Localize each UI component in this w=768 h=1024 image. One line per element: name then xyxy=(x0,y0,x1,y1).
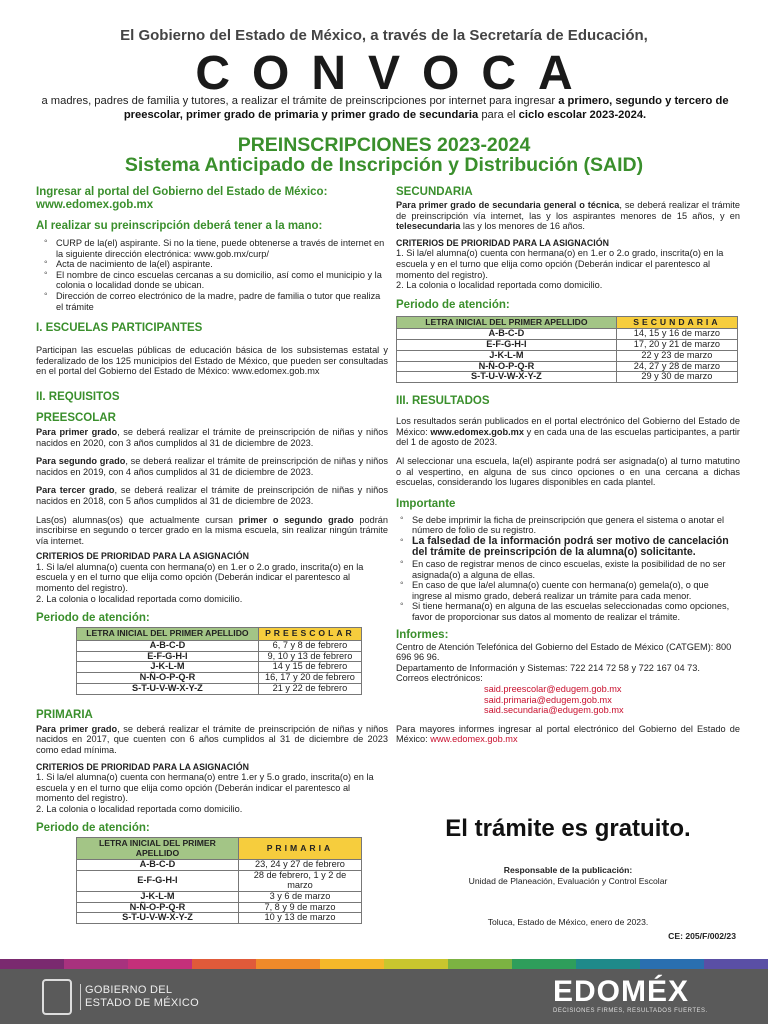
stripe-segment xyxy=(704,959,768,969)
primaria-table xyxy=(76,837,362,924)
informes-heading: Informes: xyxy=(396,628,449,641)
mayores-info: Para mayores informes ingresar al portal electrónico del Gobierno del Estado de México: www.edomex.gob.mx xyxy=(396,723,740,745)
email-link[interactable]: said.preescolar@edugem.gob.mx xyxy=(484,683,622,694)
list-item: ◦ Acta de nacimiento de la(el) aspirante. xyxy=(44,259,388,270)
col-primaria: PRIMARIA xyxy=(238,838,361,860)
stripe-segment xyxy=(512,959,576,969)
informes-dept: Departamento de Información y Sistemas: 722 214 72 58 y 722 167 04 73. xyxy=(396,662,700,673)
col-preescolar: PREESCOLAR xyxy=(258,628,361,641)
main-subtitle: Sistema Anticipado de Inscripción y Distribución (SAID) xyxy=(124,154,644,176)
stripe-segment xyxy=(384,959,448,969)
stripe-segment xyxy=(576,959,640,969)
table-row: S-T-U-V-W-X-Y-Z 21 y 22 de febrero xyxy=(77,683,362,694)
section-escuelas: I. ESCUELAS PARTICIPANTES xyxy=(36,322,203,335)
table-row: J-K-L-M 22 y 23 de marzo xyxy=(397,350,738,361)
sec-crit2: 2. La colonia o localidad reportada como domicilio. xyxy=(396,280,603,291)
col-secundaria: SECUNDARIA xyxy=(616,316,737,329)
toluca-date: Toluca, Estado de México, enero de 2023. xyxy=(487,917,649,927)
gratuito-banner: El trámite es gratuito. xyxy=(445,815,691,842)
table-row: E-F-G-H-I 28 de febrero, 1 y 2 de marzo xyxy=(77,871,362,892)
stripe-segment xyxy=(640,959,704,969)
table-row: N-Ñ-O-P-Q-R 16, 17 y 20 de febrero xyxy=(77,673,362,684)
footer xyxy=(0,969,768,1024)
table-row: N-Ñ-O-P-Q-R 24, 27 y 28 de marzo xyxy=(397,361,738,372)
stripe-segment xyxy=(64,959,128,969)
col-letra: LETRA INICIAL DEL PRIMER APELLIDO xyxy=(397,316,617,329)
edomex-slogan: DECISIONES FIRMES, RESULTADOS FUERTES. xyxy=(553,1008,708,1014)
gobierno-logo-text: GOBIERNO DEL ESTADO DE MÉXICO xyxy=(80,984,199,1010)
pri-crit1: 1. Si la/el alumna(o) cuenta con hermana(o) entre 1.er y 5.o grado, inscrita(o) en la escuela y en el turno que elija como opción (Deberán indicar el parentesco al momento del registro). xyxy=(36,772,374,804)
email-link[interactable]: said.secundaria@edugem.gob.mx xyxy=(484,705,624,716)
table-row: J-K-L-M 14 y 15 de febrero xyxy=(77,662,362,673)
header-line: El Gobierno del Estado de México, a través de la Secretaría de Educación, xyxy=(120,27,648,44)
secundaria-table xyxy=(396,316,738,383)
crit-title: CRITERIOS DE PRIORIDAD PARA LA ASIGNACIÓN xyxy=(396,237,609,248)
stripe-segment xyxy=(0,959,64,969)
escuelas-text: Participan las escuelas públicas de educación básica de los subsistemas estatal y federalizado de los 125 municipios del Estado de México, que pueden ser consultadas en el portal del Gobierno del Estado de México: www.edomex.gob.mx xyxy=(36,345,388,377)
list-item: ◦ La falsedad de la información podrá ser motivo de cancelación del trámite de preinscripción de la alumna(o) solicitante. xyxy=(400,536,740,559)
intro-text: a madres, padres de familia y tutores, a realizar el trámite de preinscripciones por internet para ingresar a primero, segundo y tercero de preescolar, primer grado de primaria y primer grado de secundaria para el ciclo escolar 2023-2024. xyxy=(41,95,729,121)
secundaria-heading: SECUNDARIA xyxy=(396,186,473,198)
mano-heading: Al realizar su preinscripción deberá tener a la mano: xyxy=(36,220,323,232)
crit-title: CRITERIOS DE PRIORIDAD PARA LA ASIGNACIÓN xyxy=(36,761,249,772)
informes-catgem: Centro de Atención Telefónica del Gobierno del Estado de México (CATGEM): 800 696 96 96. xyxy=(396,641,732,663)
col-letra: LETRA INICIAL DEL PRIMER APELLIDO xyxy=(77,628,259,641)
list-item: ◦ En caso de que la/el alumna(o) cuente con hermana(o) gemela(o), o que ingrese al mismo grado, deberá realizar un trámite para cada menor. xyxy=(400,580,740,601)
list-item: ◦ El nombre de cinco escuelas cercanas a su domicilio, así como el municipio y la colonia o localidad donde se ubican. xyxy=(44,270,388,291)
preescolar-heading: PREESCOLAR xyxy=(36,411,116,424)
crit-title: CRITERIOS DE PRIORIDAD PARA LA ASIGNACIÓN xyxy=(36,551,249,562)
pri-crit2: 2. La colonia o localidad reportada como domicilio. xyxy=(36,803,243,814)
table-row: E-F-G-H-I 9, 10 y 13 de febrero xyxy=(77,651,362,662)
periodo-heading: Periodo de atención: xyxy=(36,612,150,625)
table-row: A-B-C-D 14, 15 y 16 de marzo xyxy=(397,329,738,340)
periodo-heading: Periodo de atención: xyxy=(36,822,150,835)
pri-p1: Para primer grado, se deberá realizar el trámite de preinscripción de niñas y niños nacidos en 2017, que cuenten con 6 años cumplidos al 31 de diciembre de 2023 como edad mínima. xyxy=(36,723,388,755)
portal-heading: Ingresar al portal del Gobierno del Estado de México: www.edomex.gob.mx xyxy=(36,186,328,211)
right-column xyxy=(396,186,740,750)
table-row: E-F-G-H-I 17, 20 y 21 de marzo xyxy=(397,340,738,351)
main-title: PREINSCRIPCIONES 2023-2024 xyxy=(237,134,531,156)
pre-p1: Para primer grado, se deberá realizar el trámite de preinscripción de niñas y niños nacidos en 2020, con 3 años cumplidos al 31 de diciembre de 2023. xyxy=(36,426,388,448)
email-link[interactable]: said.primaria@edugem.gob.mx xyxy=(484,694,612,705)
table-row: S-T-U-V-W-X-Y-Z 29 y 30 de marzo xyxy=(397,372,738,383)
informes-correos: Correos electrónicos: xyxy=(396,673,483,684)
primaria-heading: PRIMARIA xyxy=(36,708,93,721)
table-row: A-B-C-D 23, 24 y 27 de febrero xyxy=(77,860,362,871)
responsable: Responsable de la publicación: Unidad de Planeación, Evaluación y Control Escolar xyxy=(468,865,668,886)
convoca-title: CONVOCA xyxy=(195,47,595,100)
edomex-logo: EDOMÉX xyxy=(553,975,690,1008)
stripe-segment xyxy=(128,959,192,969)
table-row: A-B-C-D 6, 7 y 8 de febrero xyxy=(77,640,362,651)
pre-p4: Las(os) alumnas(os) que actualmente cursan primer o segundo grado podrán inscribirse en segundo o tercer grado en la misma escuela, sin realizar ningún trámite vía internet. xyxy=(36,514,389,546)
portal-link[interactable]: www.edomex.gob.mx xyxy=(430,734,518,745)
stripe-segment xyxy=(256,959,320,969)
res-p2: Al seleccionar una escuela, la(el) aspirante podrá ser asignada(o) al turno matutino o al vespertino, en alguna de sus cinco opciones o en una cercana a dichas escuelas, considerando los lugares disponibles en cada plantel. xyxy=(396,456,740,488)
list-item: ◦ Si tiene hermana(o) en alguna de las escuelas seleccionadas como opciones, favor de proporcionar sus datos al momento de realizar el trámite. xyxy=(400,601,740,622)
col-letra: LETRA INICIAL DEL PRIMER APELLIDO xyxy=(77,838,239,860)
importante-list xyxy=(400,515,740,623)
section-requisitos: II. REQUISITOS xyxy=(36,390,120,403)
pre-p2: Para segundo grado, se deberá realizar el trámite de preinscripción de niñas y niños nacidos en 2019, con 4 años cumplidos al 31 de diciembre de 2023. xyxy=(36,456,388,477)
state-seal-icon xyxy=(42,979,72,1015)
res-p1: Los resultados serán publicados en el portal electrónico del Gobierno del Estado de México: www.edomex.gob.mx y en cada una de las escuelas participantes, a partir del 1 de agosto de 2023. xyxy=(396,416,740,448)
left-column xyxy=(36,186,388,930)
periodo-heading: Periodo de atención: xyxy=(396,298,510,311)
pre-crit1: 1. Si la/el alumna(o) cuenta con hermana(o) en 1.er o 2.o grado, inscrita(o) en la escuela y en el turno que elija como opción (Deberán indicar el parentesco al momento del registro). xyxy=(36,561,364,594)
preescolar-table xyxy=(76,627,362,694)
pre-p3: Para tercer grado, se deberá realizar el trámite de preinscripción de niñas y niños nacidos en 2018, con 5 años cumplidos al 31 de diciembre de 2023. xyxy=(36,485,388,506)
color-stripe xyxy=(0,959,768,969)
table-row: S-T-U-V-W-X-Y-Z 10 y 13 de marzo xyxy=(77,913,362,924)
table-row: J-K-L-M 3 y 6 de marzo xyxy=(77,891,362,902)
sec-p1: Para primer grado de secundaria general o técnica, se deberá realizar el trámite de preinscripción vía internet, las y los aspirantes menores de 15 años, y en telesecundaria las y los menores de 16 años. xyxy=(396,200,740,232)
section-resultados: III. RESULTADOS xyxy=(396,395,490,408)
ce-code: CE: 205/F/002/23 xyxy=(668,931,736,941)
list-item: ◦ En caso de registrar menos de cinco escuelas, existe la posibilidad de no ser asignada(o) a alguna de ellas. xyxy=(400,559,740,580)
docs-list xyxy=(44,238,388,312)
stripe-segment xyxy=(320,959,384,969)
stripe-segment xyxy=(192,959,256,969)
stripe-segment xyxy=(448,959,512,969)
table-row: N-Ñ-O-P-Q-R 7, 8 y 9 de marzo xyxy=(77,902,362,913)
importante-heading: Importante xyxy=(396,497,456,510)
pre-crit2: 2. La colonia o localidad reportada como domicilio. xyxy=(36,593,243,604)
sec-crit1: 1. Si la/el alumna(o) cuenta con hermana(o) en 1.er o 2.o grado, inscrita(o) en la escuela y en el turno que elija como opción (Deberán indicar el parentesco al momento del registro). xyxy=(396,248,724,280)
list-item: ◦ CURP de la(el) aspirante. Si no la tiene, puede obtenerse a través de internet en la siguiente dirección electrónica: www.gob.mx/curp/ xyxy=(44,238,388,259)
list-item: ◦ Dirección de correo electrónico de la madre, padre de familia o tutor que realiza el trámite xyxy=(44,291,388,312)
list-item: ◦ Se debe imprimir la ficha de preinscripción que genera el sistema o anotar el número de folio de su registro. xyxy=(400,515,740,536)
